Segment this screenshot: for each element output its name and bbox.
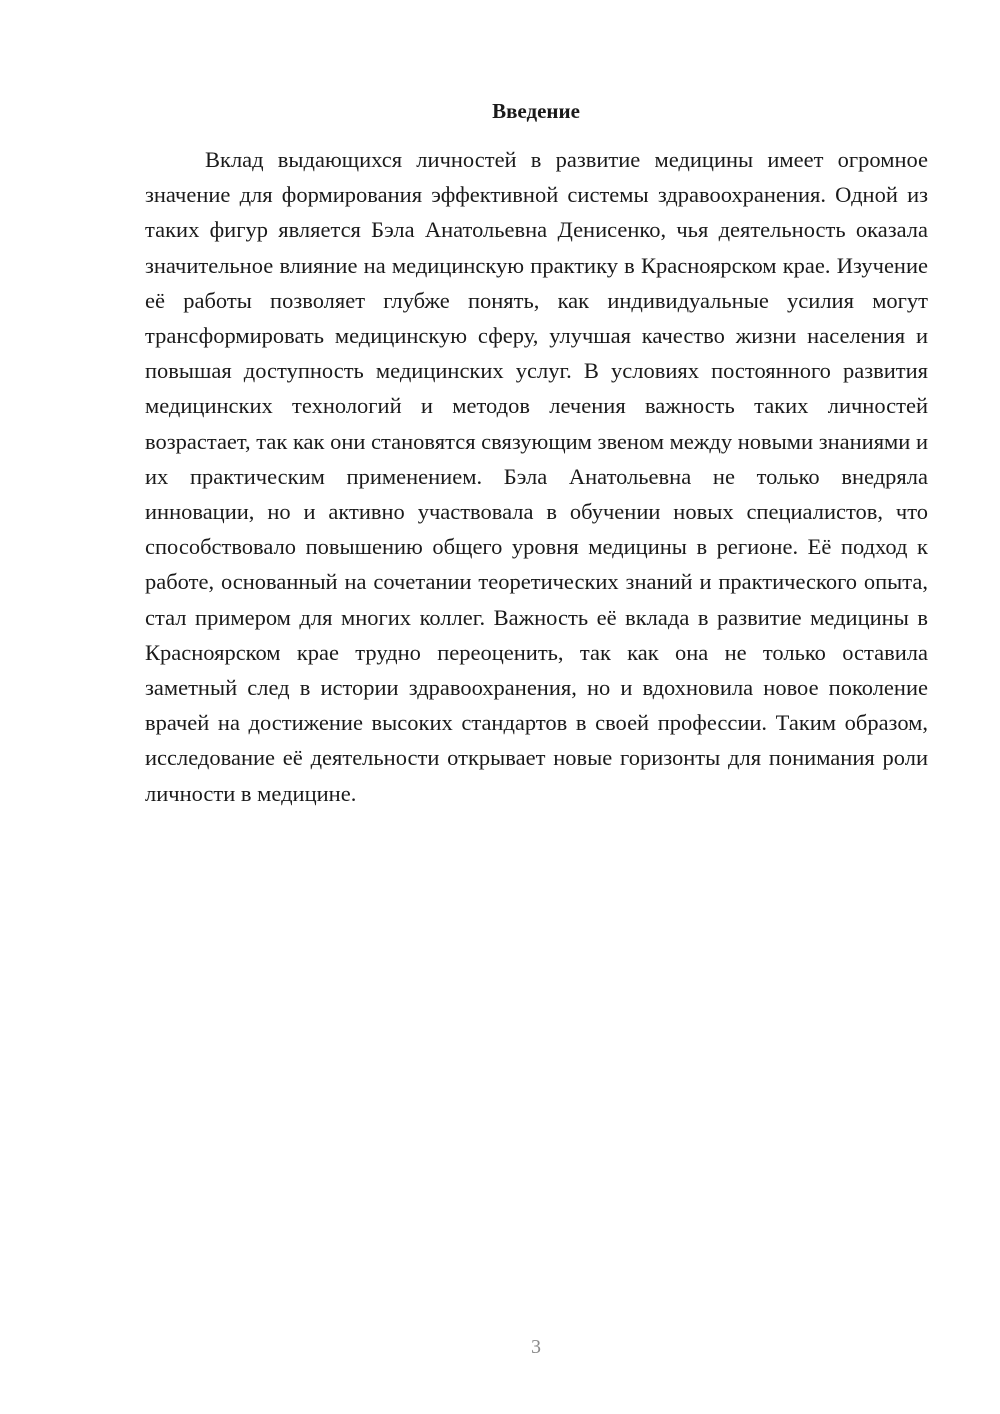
page-number: 3 — [531, 1336, 541, 1358]
section-title: Введение — [492, 99, 580, 123]
body-paragraph: Вклад выдающихся личностей в развитие медицины имеет огромное значение для формирования эффективной системы здравоохранения. Одной из таких фигур является Бэла Анатольевна Денисенко, чья деятельность оказала значительное влияние на медицинскую практику в Красноярском крае. Изучение её работы позволяет глубже понять, как индивидуальные усилия могут трансформировать медицинскую сферу, улучшая качество жизни населения и повышая доступность медицинских услуг. В условиях постоянного развития медицинских технологий и методов лечения важность таких личностей возрастает, так как они становятся связующим звеном между новыми знаниями и их практическим применением. Бэла Анатольевна не только внедряла инновации, но и активно участвовала в обучении новых специалистов, что способствовало повышению общего уровня медицины в регионе. Её подход к работе, основанный на сочетании теоретических знаний и практического опыта, стал примером для многих коллег. Важность её вклада в развитие медицины в Красноярском крае трудно переоценить, так как она не только оставила заметный след в истории здравоохранения, но и вдохновила новое поколение врачей на достижение высоких стандартов в своей профессии. Таким образом, исследование её деятельности открывает новые горизонты для понимания роли личности в медицине. — [145, 147, 928, 806]
